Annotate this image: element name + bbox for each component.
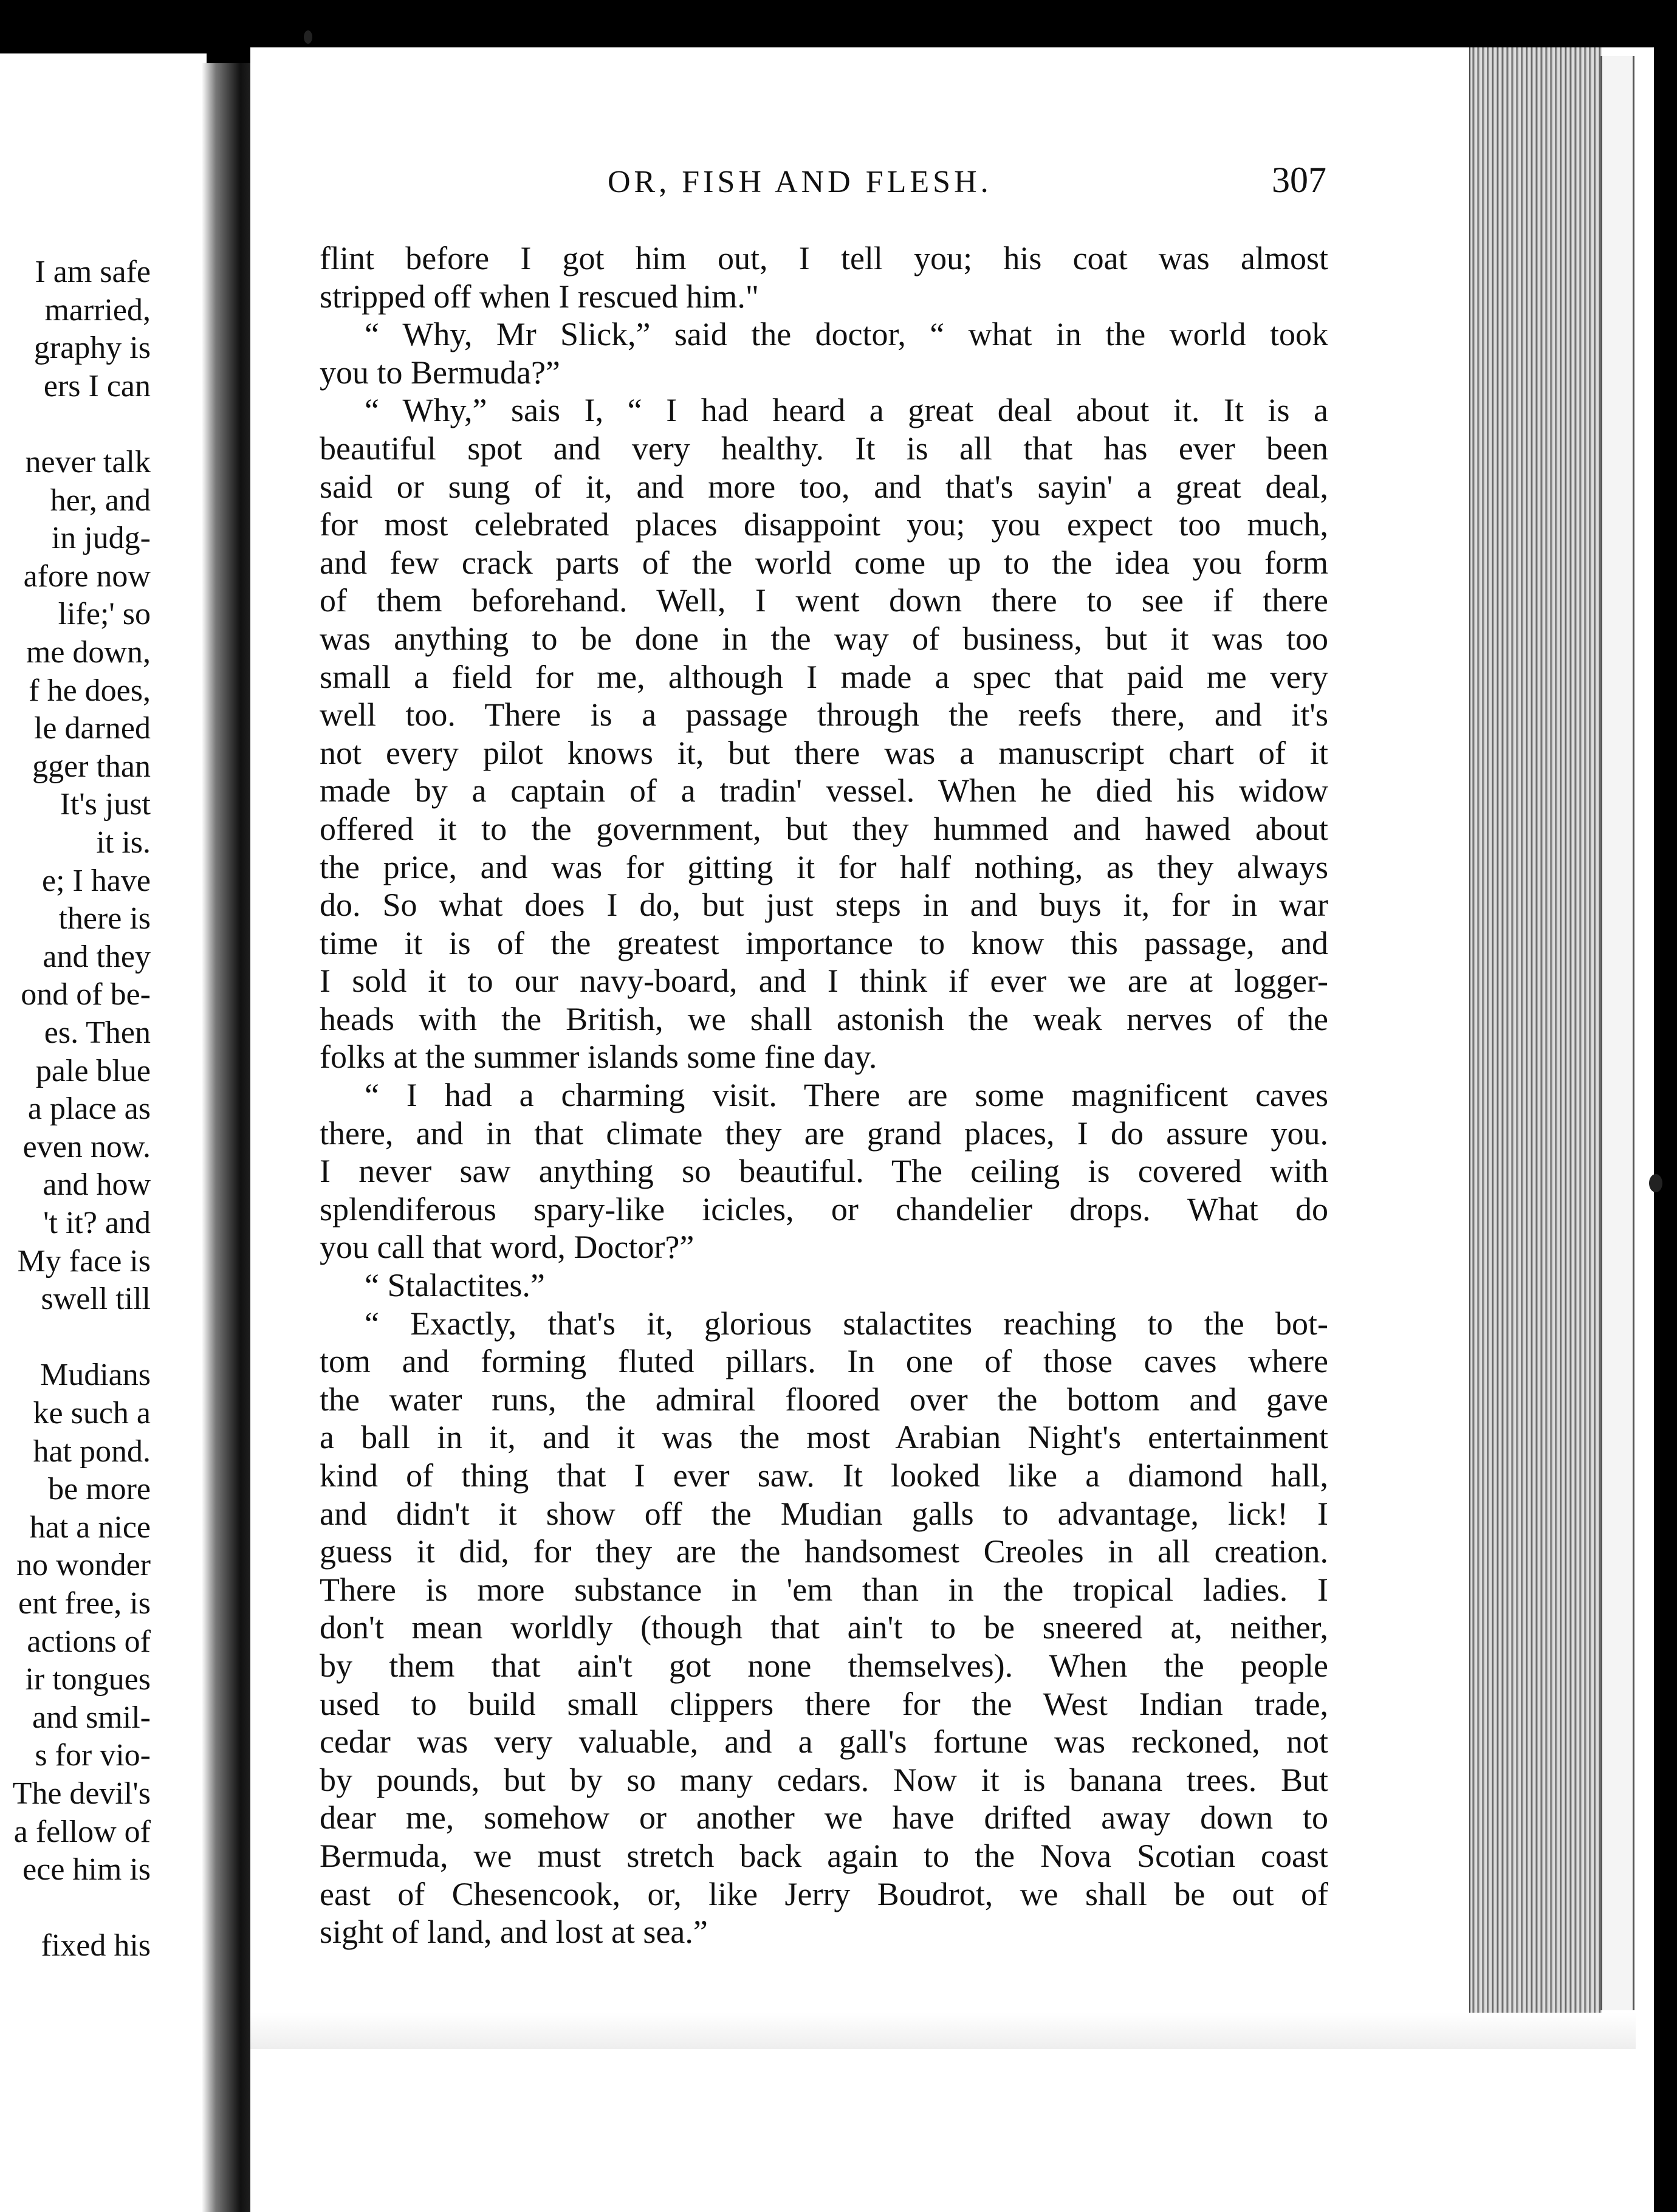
text-line: of them beforehand. Well, I went down there to see if there xyxy=(320,582,1328,619)
left-page-line: actions of xyxy=(27,1624,151,1659)
text-line: well too. There is a passage through the reefs there, and it's xyxy=(320,696,1328,733)
left-page-line: and how xyxy=(43,1167,151,1203)
left-page-line: My face is xyxy=(17,1243,151,1279)
left-page-line: I am safe xyxy=(35,255,151,289)
text-line: by pounds, but by so many cedars. Now it is banana trees. But xyxy=(320,1761,1328,1798)
running-head: OR, FISH AND FLESH. xyxy=(608,165,992,199)
scan-speck xyxy=(304,30,312,44)
left-page-line: married, xyxy=(44,292,151,328)
left-page-line: and smil- xyxy=(32,1700,151,1735)
left-page-line: ir tongues xyxy=(25,1662,151,1697)
text-line: a ball in it, and it was the most Arabian Night's entertainment xyxy=(320,1419,1328,1456)
text-line: for most celebrated places disappoint you; you expect too much, xyxy=(320,506,1328,543)
left-page-line: a place as xyxy=(27,1091,151,1127)
text-line: There is more substance in 'em than in the tropical ladies. I xyxy=(320,1571,1328,1608)
left-page-line: Mudians xyxy=(40,1358,151,1393)
text-line: sight of land, and lost at sea.” xyxy=(320,1914,708,1951)
left-page-line: it is. xyxy=(96,825,151,860)
text-line: “ Stalactites.” xyxy=(365,1267,545,1304)
text-line: “ Why, Mr Slick,” said the doctor, “ what in the world took xyxy=(365,316,1328,353)
scan-speck xyxy=(1649,1174,1662,1192)
left-page-line: a fellow of xyxy=(13,1814,151,1849)
left-page-line: pale blue xyxy=(35,1053,151,1088)
left-page-line: graphy is xyxy=(33,331,151,366)
page-number: 307 xyxy=(1272,160,1326,200)
text-line: offered it to the government, but they hummed and hawed about xyxy=(320,810,1328,847)
text-line: splendiferous spary-like icicles, or chandelier drops. What do xyxy=(320,1190,1328,1228)
page-edges-outer xyxy=(1600,56,1634,2010)
left-page-line: be more xyxy=(48,1472,151,1507)
text-line: and didn't it show off the Mudian galls to advantage, lick! I xyxy=(320,1495,1328,1532)
left-page-line: The devil's xyxy=(12,1776,151,1811)
text-line: do. So what does I do, but just steps in and buys it, for in war xyxy=(320,887,1328,924)
text-line: dear me, somehow or another we have drifted away down to xyxy=(320,1799,1328,1836)
text-line: Bermuda, we must stretch back again to the Nova Scotian coast xyxy=(320,1837,1328,1874)
text-line: folks at the summer islands some fine day. xyxy=(320,1039,877,1076)
text-line: beautiful spot and very healthy. It is all that has ever been xyxy=(320,430,1328,467)
text-line: you call that word, Doctor?” xyxy=(320,1229,694,1266)
text-line: and few crack parts of the world come up to the idea you form xyxy=(320,544,1328,581)
page-bottom-shadow xyxy=(250,2013,1636,2049)
text-line: not every pilot knows it, but there was a manuscript chart of it xyxy=(320,734,1328,771)
text-line: guess it did, for they are the handsomest Creoles in all creation. xyxy=(320,1533,1328,1570)
text-line: I never saw anything so beautiful. The ceiling is covered with xyxy=(320,1153,1328,1190)
text-line: the water runs, the admiral floored over the bottom and gave xyxy=(320,1381,1328,1418)
left-page-line: no wonder xyxy=(16,1548,151,1583)
left-page-line: life;' so xyxy=(58,597,151,632)
left-page-line: afore now xyxy=(23,558,151,594)
left-page-line: s for vio- xyxy=(35,1738,151,1773)
left-page-line: hat pond. xyxy=(33,1434,151,1469)
left-page-line: never talk xyxy=(25,445,151,479)
text-line: by them that ain't got none themselves). When the people xyxy=(320,1647,1328,1684)
text-line: the price, and was for gitting it for half nothing, as they always xyxy=(320,848,1328,885)
left-page-line: It's just xyxy=(60,787,151,822)
left-page-line: in judg- xyxy=(51,521,151,556)
left-page-line: fixed his xyxy=(41,1928,151,1963)
text-line: small a field for me, although I made a spec that paid me very xyxy=(320,658,1328,695)
left-page-line: there is xyxy=(58,901,151,936)
text-line: time it is of the greatest importance to know this passage, and xyxy=(320,924,1328,961)
left-page-line: her, and xyxy=(50,483,151,518)
text-line: “ I had a charming visit. There are some magnificent caves xyxy=(365,1077,1328,1114)
text-line: there, and in that climate they are grand places, I do assure you. xyxy=(320,1115,1328,1152)
text-line: cedar was very valuable, and a gall's fortune was reckoned, not xyxy=(320,1723,1328,1760)
left-page-line: even now. xyxy=(22,1129,151,1164)
text-line: kind of thing that I ever saw. It looked like a diamond hall, xyxy=(320,1457,1328,1494)
text-line: stripped off when I rescued him." xyxy=(320,278,759,315)
text-line: heads with the British, we shall astonish the weak nerves of the xyxy=(320,1000,1328,1037)
left-page-line: le darned xyxy=(33,711,151,746)
text-line: “ Why,” sais I, “ I had heard a great deal about it. It is a xyxy=(365,392,1328,429)
left-page-line: ond of be- xyxy=(21,977,151,1012)
text-line: tom and forming fluted pillars. In one of those caves where xyxy=(320,1343,1328,1380)
text-line: made by a captain of a tradin' vessel. When he died his widow xyxy=(320,772,1328,809)
text-line: I sold it to our navy-board, and I think if ever we are at logger- xyxy=(320,963,1328,1000)
left-page-line: ke such a xyxy=(33,1396,151,1431)
left-page-line: swell till xyxy=(41,1282,151,1317)
left-page-line: and they xyxy=(43,939,151,974)
left-page-line: me down, xyxy=(26,635,151,670)
left-page-line: gger than xyxy=(32,749,151,784)
left-page-line: e; I have xyxy=(41,863,151,898)
body-text xyxy=(320,239,1328,1951)
text-line: used to build small clippers there for the West Indian trade, xyxy=(320,1685,1328,1722)
text-line: “ Exactly, that's it, glorious stalactites reaching to the bot- xyxy=(365,1305,1328,1342)
text-line: don't mean worldly (though that ain't to be sneered at, neither, xyxy=(320,1609,1328,1646)
left-page-line: ece him is xyxy=(22,1852,151,1887)
page-edges xyxy=(1469,47,1602,2022)
text-line: was anything to be done in the way of business, but it was too xyxy=(320,620,1328,657)
left-page-line: ent free, is xyxy=(18,1586,151,1621)
text-line: said or sung of it, and more too, and that's sayin' a great deal, xyxy=(320,468,1328,505)
left-page-line: 't it? and xyxy=(43,1206,151,1240)
left-page-line: hat a nice xyxy=(29,1510,151,1545)
text-line: east of Chesencook, or, like Jerry Boudrot, we shall be out of xyxy=(320,1875,1328,1912)
left-facing-page xyxy=(0,53,207,2212)
left-page-line: f he does, xyxy=(29,673,151,708)
text-line: flint before I got him out, I tell you; his coat was almost xyxy=(320,240,1328,276)
left-page-line: ers I can xyxy=(43,368,151,404)
text-line: you to Bermuda?” xyxy=(320,354,560,391)
left-page-line: es. Then xyxy=(44,1015,151,1050)
